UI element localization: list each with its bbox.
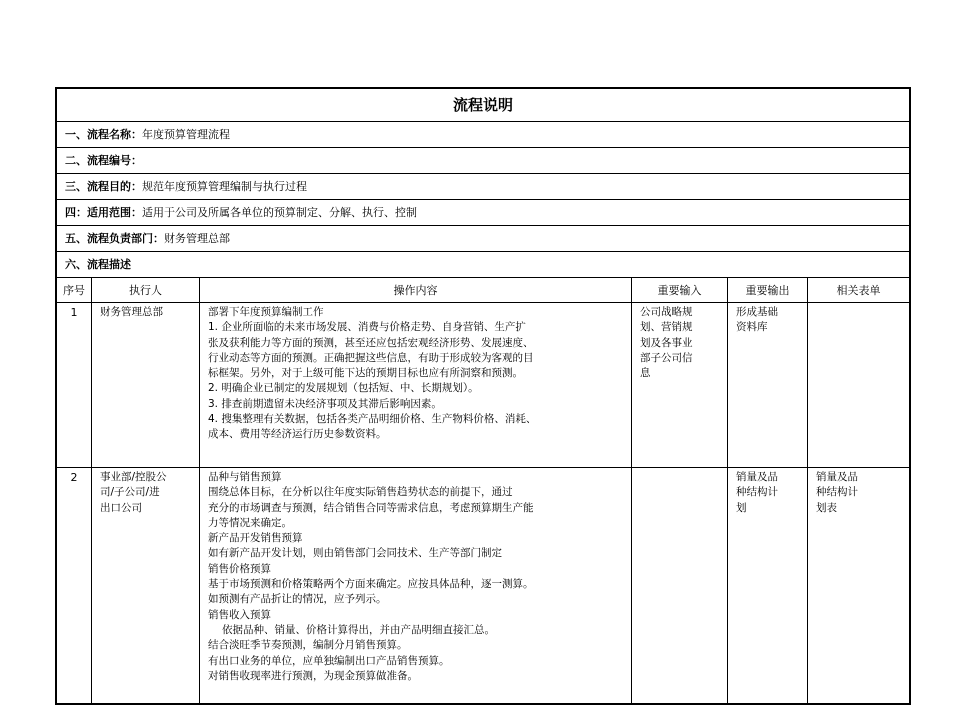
content-line: 成本、费用等经济运行历史参数资料。 [208, 428, 387, 441]
meta-process-number [57, 148, 909, 174]
header-output: 重要输出 [728, 278, 808, 303]
meta-process-desc [57, 252, 909, 278]
output-line: 形成基础 [736, 306, 778, 318]
content-line: 销售价格预算 [208, 562, 271, 575]
header-executor: 执行人 [92, 278, 200, 303]
output-line: 种结构计 [736, 486, 778, 499]
meta-responsible-dept [57, 226, 909, 252]
input-line: 部子公司信 [640, 351, 693, 364]
meta-key: 四：适用范围： [65, 206, 142, 219]
meta-value: 规范年度预算管理编制与执行过程 [142, 180, 307, 193]
content-line: 4. 搜集整理有关数据，包括各类产品明细价格、生产物料价格、消耗、 [208, 413, 537, 426]
content-line: 张及获利能力等方面的预测，甚至还应包括宏观经济形势、发展速度、 [208, 336, 534, 349]
meta-key: 二、流程编号： [65, 154, 142, 167]
row-num: 1 [57, 303, 92, 468]
content-line: 依据品种、销量、价格计算得出，并由产品明细直接汇总。 [222, 623, 495, 636]
forms-line: 划表 [816, 501, 837, 514]
row-executor [92, 468, 200, 705]
meta-key: 五、流程负责部门： [65, 232, 164, 245]
content-line: 力等情况来确定。 [208, 516, 292, 529]
content-line: 对销售收现率进行预测，为现金预算做准备。 [208, 669, 418, 682]
row-output [728, 468, 808, 705]
content-line: 3. 排查前期遗留未决经济事项及其滞后影响因素。 [208, 397, 442, 410]
content-line: 充分的市场调查与预测，结合销售合同等需求信息，考虑预算期生产能 [208, 501, 534, 514]
table-row [57, 468, 909, 705]
output-line: 划 [736, 501, 747, 514]
forms-line: 种结构计 [816, 486, 858, 499]
row-forms [808, 468, 909, 705]
executor-line: 出口公司 [100, 501, 142, 514]
input-line: 划、营销规 [640, 321, 693, 334]
content-line: 基于市场预测和价格策略两个方面来确定。应按具体品种，逐一测算。 [208, 578, 534, 591]
header-num: 序号 [57, 278, 92, 303]
content-line: 如有新产品开发计划，则由销售部门会同技术、生产等部门制定 [208, 547, 502, 560]
row-content [200, 303, 632, 468]
content-line: 部署下年度预算编制工作 [208, 306, 324, 318]
row-content [200, 468, 632, 705]
content-line: 有出口业务的单位，应单独编制出口产品销售预算。 [208, 654, 450, 667]
content-line: 标框架。另外，对于上级可能下达的预期目标也应有所洞察和预测。 [208, 367, 523, 380]
meta-scope [57, 200, 909, 226]
meta-value: 年度预算管理流程 [142, 128, 230, 141]
forms-line: 销量及品 [816, 471, 858, 483]
row-executor [92, 303, 200, 468]
row-forms [808, 303, 909, 468]
table-header [57, 278, 909, 303]
header-forms: 相关表单 [808, 278, 909, 303]
content-line: 销售收入预算 [208, 608, 271, 621]
content-line: 1. 企业所面临的未来市场发展、消费与价格走势、自身营销、生产扩 [208, 321, 526, 334]
header-content: 操作内容 [200, 278, 632, 303]
meta-key: 一、流程名称： [65, 128, 142, 141]
row-input [632, 303, 728, 468]
output-line: 资料库 [736, 321, 768, 334]
executor-line: 事业部/控股公 [100, 471, 167, 483]
content-line: 行业动态等方面的预测。正确把握这些信息，有助于形成较为客观的目 [208, 351, 534, 364]
row-output [728, 303, 808, 468]
row-num: 2 [57, 468, 92, 705]
content-line: 2. 明确企业已制定的发展规划（包括短、中、长期规划）。 [208, 382, 479, 395]
input-line: 公司战略规 [640, 306, 693, 318]
meta-key: 三、流程目的： [65, 180, 142, 193]
executor-line: 财务管理总部 [100, 306, 163, 318]
table-row [57, 303, 909, 468]
content-line: 结合淡旺季节奏预测，编制分月销售预算。 [208, 639, 408, 652]
process-description-sheet [55, 87, 911, 705]
content-line: 围绕总体目标，在分析以往年度实际销售趋势状态的前提下，通过 [208, 486, 513, 499]
content-line: 品种与销售预算 [208, 471, 282, 483]
meta-key: 六、流程描述 [65, 258, 131, 271]
row-input [632, 468, 728, 705]
meta-value: 财务管理总部 [164, 232, 230, 245]
output-line: 销量及品 [736, 471, 778, 483]
meta-value: 适用于公司及所属各单位的预算制定、分解、执行、控制 [142, 206, 417, 219]
header-input: 重要输入 [632, 278, 728, 303]
meta-process-name [57, 122, 909, 148]
input-line: 息 [640, 367, 651, 380]
content-line: 新产品开发销售预算 [208, 532, 303, 545]
content-line: 如预测有产品折让的情况，应予列示。 [208, 593, 387, 606]
meta-process-purpose [57, 174, 909, 200]
sheet-title: 流程说明 [57, 89, 909, 122]
executor-line: 司/子公司/进 [100, 486, 160, 499]
input-line: 划及各事业 [640, 336, 693, 349]
